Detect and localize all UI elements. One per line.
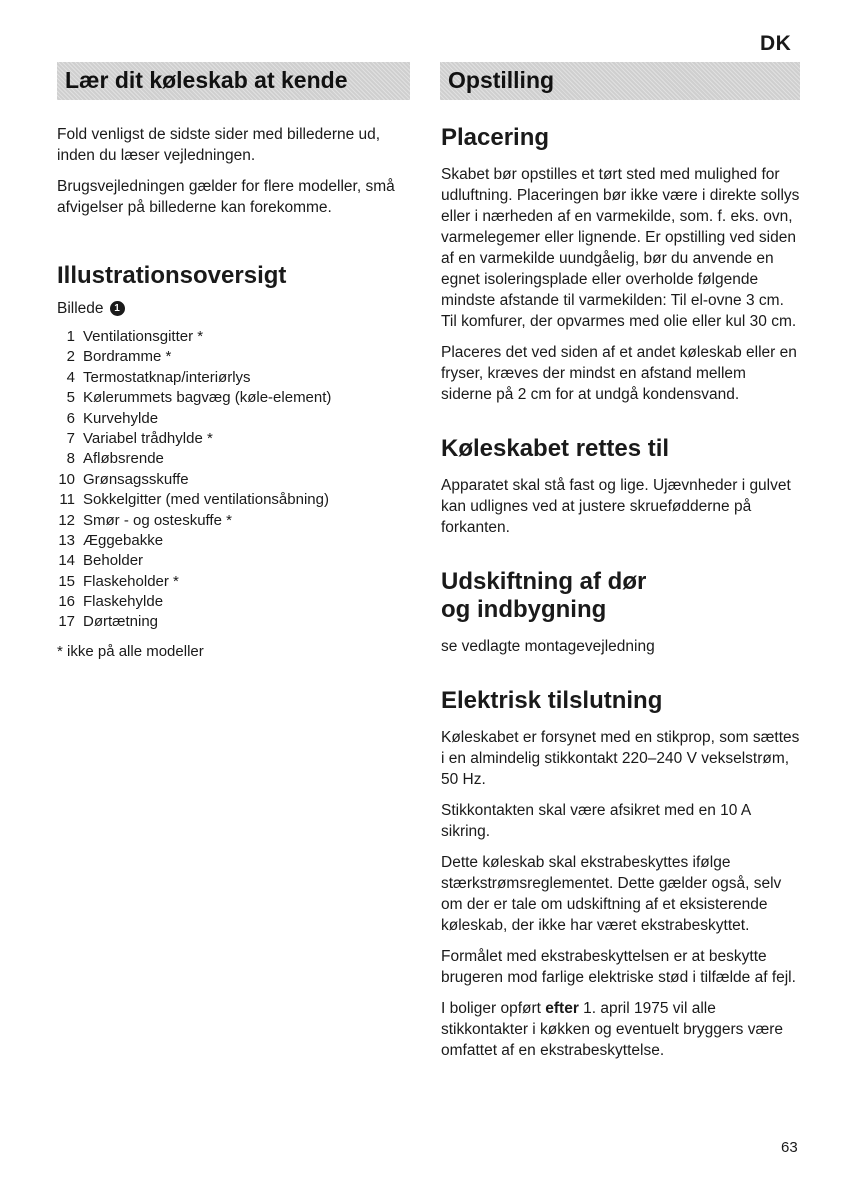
legend-item: 15 Flaskeholder * bbox=[58, 572, 179, 590]
placering-heading: Placering bbox=[441, 124, 550, 151]
banner-right-title: Opstilling bbox=[448, 67, 555, 93]
legend-item: 8 Afløbsrende bbox=[66, 450, 164, 468]
elektrisk-paragraph-3: Dette køleskab skal ekstrabeskyttes ifølge stærkstrømsreglementet. Dette gælder også, selv om der er tale om udskiftning af et eksisterende køleskab, der ikke har været ekstrabeskyttet. bbox=[441, 854, 782, 934]
legend-item: 5 Kølerummets bagvæg (køle-element) bbox=[66, 389, 332, 407]
banner-left-title: Lær dit køleskab at kende bbox=[65, 67, 348, 93]
intro-paragraph-1: Fold venligst de sidste sider med billederne ud, inden du læser vejledningen. bbox=[57, 126, 381, 164]
legend-item: 14 Beholder bbox=[58, 552, 144, 570]
elektrisk-paragraph-5: I boliger opført efter 1. april 1975 vil alle stikkontakter i køkken og eventuelt bryggers være omfattet af en ekstrabeskyttelse. bbox=[441, 1000, 784, 1059]
legend-item: 16 Flaskehylde bbox=[58, 593, 164, 611]
page-number: 63 bbox=[781, 1139, 798, 1156]
left-column bbox=[57, 124, 412, 677]
legend-list bbox=[57, 327, 412, 633]
udskiftning-heading-line-2: og indbygning bbox=[441, 596, 607, 623]
placering-paragraph-1: Skabet bør opstilles et tørt sted med mulighed for udluftning. Placeringen bør ikke være i direkte sollys eller i nærheden af en varmekilde, som. f. eks. ovn, varmelegemer eller lignende. Er opstilling ved siden af en varmekilde uundgåelig, bør du anvende en egnet isoleringsplade eller overholde følgende mindste afstande til varmekilden: Til el-ovne 3 cm. Til komfurer, der opvarmes med olie eller kul 30 cm. bbox=[441, 166, 800, 330]
picture-reference bbox=[57, 298, 412, 319]
elektrisk-heading: Elektrisk tilslutning bbox=[441, 687, 663, 714]
legend-item: 10 Grønsagsskuffe bbox=[58, 470, 189, 488]
banner-right bbox=[440, 62, 800, 100]
picture-number-badge: 1 bbox=[110, 301, 125, 316]
overview-heading: Illustrationsoversigt bbox=[57, 262, 287, 289]
placering-paragraph-2: Placeres det ved siden af et andet køleskab eller en fryser, kræves der mindst en afstand mellem siderne på 2 cm for at undgå kondensvand. bbox=[441, 344, 797, 403]
emphasis-efter: efter bbox=[545, 1000, 579, 1017]
legend-item: 11 Sokkelgitter (med ventilationsåbning) bbox=[59, 491, 329, 509]
banner-left bbox=[57, 62, 410, 100]
elektrisk-paragraph-2: Stikkontakten skal være afsikret med en 10 A sikring. bbox=[441, 802, 751, 840]
udskiftning-paragraph: se vedlagte montagevejledning bbox=[441, 638, 655, 655]
picture-label: Billede bbox=[57, 300, 104, 317]
rettes-heading: Køleskabet rettes til bbox=[441, 435, 670, 462]
elektrisk-paragraph-1: Køleskabet er forsynet med en stikprop, som sættes i en almindelig stikkontakt 220–240 V vekselstrøm, 50 Hz. bbox=[441, 729, 800, 788]
udskiftning-heading-line-1: Udskiftning af dør bbox=[441, 568, 647, 595]
legend-item: 2 Bordramme * bbox=[66, 348, 172, 366]
language-code: DK bbox=[760, 32, 792, 55]
legend-item: 6 Kurvehylde bbox=[66, 409, 159, 427]
legend-item: 12 Smør - og osteskuffe * bbox=[58, 511, 232, 529]
elektrisk-paragraph-4: Formålet med ekstrabeskyttelsen er at beskytte brugeren mod farlige elektriske stød i tilfælde af fejl. bbox=[441, 948, 796, 986]
legend-item: 7 Variabel trådhylde * bbox=[66, 429, 213, 447]
legend-item: 17 Dørtætning bbox=[58, 613, 159, 631]
legend-item: 13 Æggebakke bbox=[58, 531, 164, 549]
footnote: * ikke på alle modeller bbox=[57, 642, 204, 660]
legend-item: 1 Ventilationsgitter * bbox=[66, 328, 204, 345]
right-column bbox=[441, 124, 801, 1071]
intro-paragraph-2: Brugsvejledningen gælder for flere modeller, små afvigelser på billederne kan forekomme. bbox=[57, 178, 395, 216]
rettes-paragraph: Apparatet skal stå fast og lige. Ujævnheder i gulvet kan udlignes ved at justere skruefødderne på forkanten. bbox=[441, 477, 791, 536]
legend-item: 4 Termostatknap/interiørlys bbox=[66, 368, 251, 386]
